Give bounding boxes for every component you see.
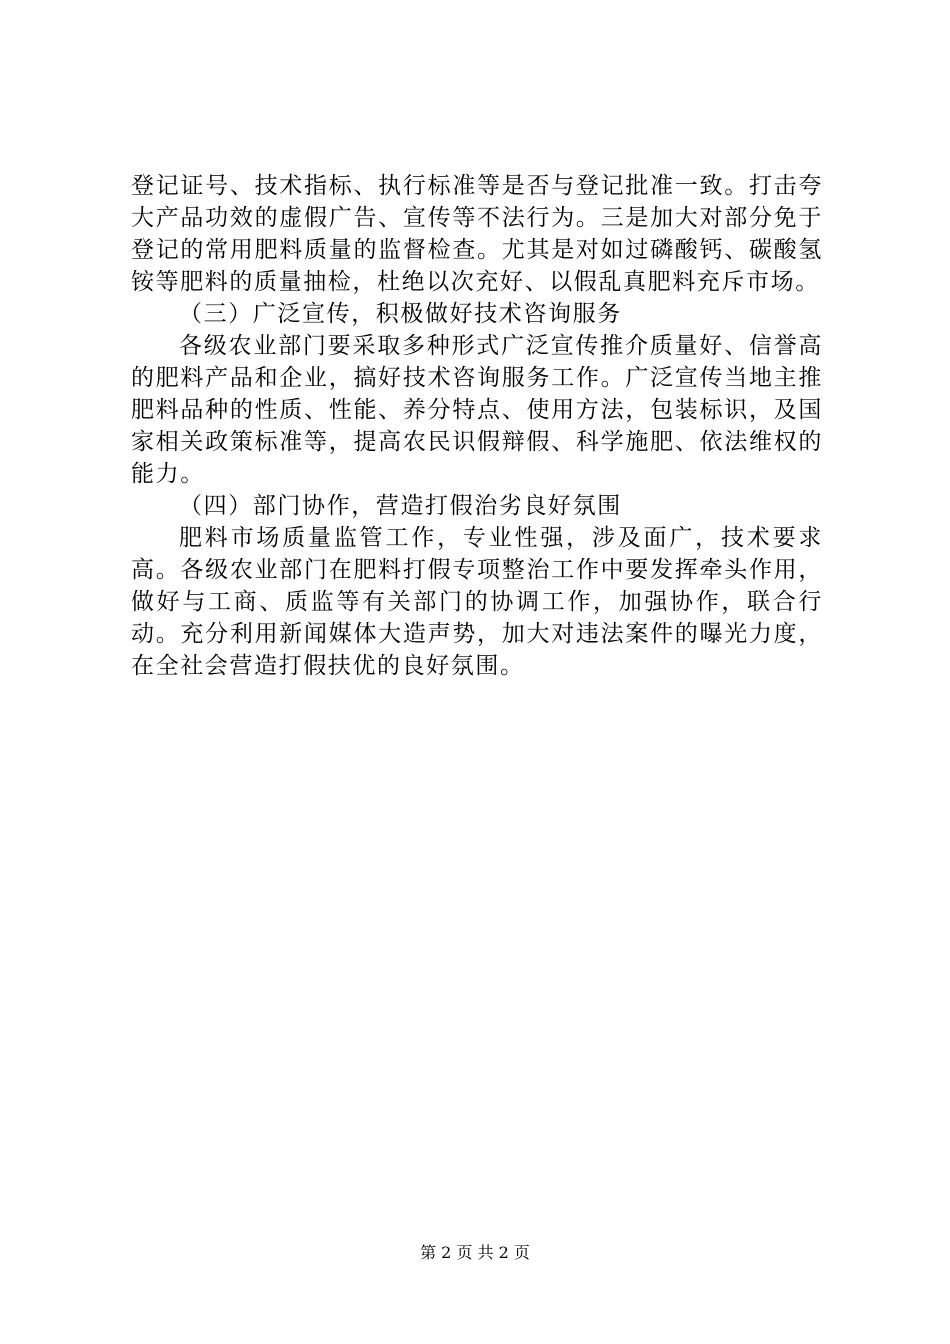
body-paragraph: 各级农业部门要采取多种形式广泛宣传推介质量好、信誉高的肥料产品和企业，搞好技术咨询服务工作。广泛宣传当地主推肥料品种的性质、性能、养分特点、使用方法，包装标识，及国家相关政策标准等，提高农民识假辩假、科学施肥、依法维权的能力。 — [131, 333, 823, 487]
section-heading-4: （四）部门协作，营造打假治劣良好氛围 — [179, 493, 622, 519]
page-number-footer: 第 2 页 共 2 页 — [420, 1243, 530, 1262]
document-body — [131, 170, 823, 682]
section-heading-3: （三）广泛宣传，积极做好技术咨询服务 — [179, 301, 622, 327]
body-paragraph: 登记证号、技术指标、执行标准等是否与登记批准一致。打击夸大产品功效的虚假广告、宣传等不法行为。三是加大对部分免于登记的常用肥料质量的监督检查。尤其是对如过磷酸钙、碳酸氢铵等肥料的质量抽检，杜绝以次充好、以假乱真肥料充斥市场。 — [131, 173, 823, 295]
body-paragraph: 肥料市场质量监管工作，专业性强，涉及面广，技术要求高。各级农业部门在肥料打假专项整治工作中要发挥牵头作用，做好与工商、质监等有关部门的协调工作，加强协作，联合行动。充分利用新闻媒体大造声势，加大对违法案件的曝光力度，在全社会营造打假扶优的良好氛围。 — [131, 525, 823, 679]
